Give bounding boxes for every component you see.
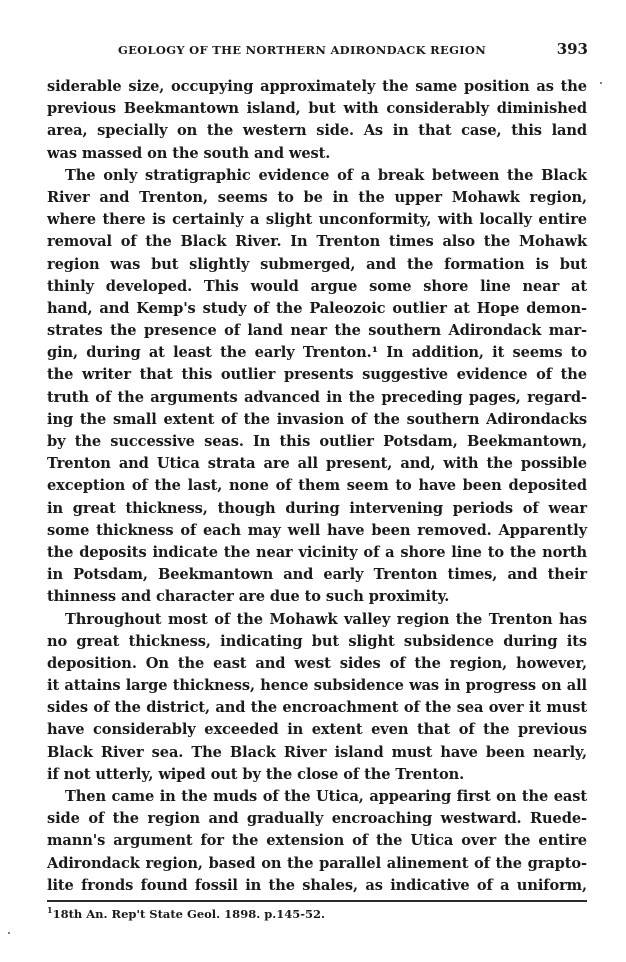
text-line: exception of the last, none of them seem to have been deposited (47, 477, 587, 495)
text-line: strates the presence of land near the southern Adirondack mar- (47, 322, 587, 340)
text-line: removal of the Black River. In Trenton times also the Mohawk (47, 233, 587, 251)
text-line: hand, and Kemp's study of the Paleozoic outlier at Hope demon- (47, 299, 587, 317)
text-line: was massed on the south and west. (47, 144, 331, 162)
text-line: Then came in the muds of the Utica, appearing first on the east (65, 788, 587, 805)
page-number: 393 (556, 40, 588, 58)
text-line: River and Trenton, seems to be in the upper Mohawk region, (47, 188, 587, 206)
text-line: the deposits indicate the near vicinity of a shore line to the north (47, 543, 587, 561)
text-line: gin, during at least the early Trenton.¹ In addition, it seems to (47, 344, 587, 362)
text-line: where there is certainly a slight unconformity, with locally entire (47, 211, 587, 229)
text-line: deposition. On the east and west sides of the region, however, (47, 654, 587, 672)
scan-speck (600, 82, 602, 84)
text-line: Trenton and Utica strata are all present, and, with the possible (47, 455, 587, 473)
text-line: thinly developed. This would argue some shore line near at (47, 277, 587, 295)
text-line: area, specially on the western side. As in that case, this land (47, 122, 587, 140)
footnote-rule (47, 900, 587, 902)
text-line: thinness and character are due to such proximity. (47, 588, 450, 606)
text-line: region was but slightly submerged, and the formation is but (47, 255, 587, 273)
running-head: GEOLOGY OF THE NORTHERN ADIRONDACK REGION (118, 43, 487, 57)
page-header (118, 40, 596, 62)
body-text (47, 76, 587, 897)
text-line: Black River sea. The Black River island must have been nearly, (47, 743, 587, 761)
text-line: ing the small extent of the invasion of the southern Adirondacks (47, 410, 587, 428)
text-line: lite fronds found fossil in the shales, as indicative of a uniform, (47, 876, 587, 894)
text-line: siderable size, occupying approximately the same position as the (47, 78, 587, 95)
text-line: previous Beekmantown island, but with considerably diminished (47, 100, 587, 118)
text-line: Adirondack region, based on the parallel alinement of the grapto- (47, 854, 587, 872)
text-line: sides of the district, and the encroachment of the sea over it must (47, 699, 587, 717)
text-line: in Potsdam, Beekmantown and early Trenton times, and their (47, 566, 587, 584)
scan-speck (8, 932, 10, 934)
text-line: by the successive seas. In this outlier Potsdam, Beekmantown, (47, 433, 587, 450)
text-line: truth of the arguments advanced in the preceding pages, regard- (47, 388, 587, 406)
text-line: no great thickness, indicating but slight subsidence during its (47, 632, 587, 650)
footnote-text: 18th An. Rep't State Geol. 1898. p.145-52. (52, 906, 326, 921)
text-line: some thickness of each may well have been removed. Apparently (47, 521, 587, 539)
text-line: in great thickness, though during intervening periods of wear (47, 499, 587, 517)
text-line: it attains large thickness, hence subsidence was in progress on all (47, 677, 587, 695)
text-line: The only stratigraphic evidence of a break between the Black (65, 166, 587, 184)
text-line: side of the region and gradually encroaching westward. Ruede- (47, 810, 587, 828)
text-line: have considerably exceeded in extent even that of the previous (47, 721, 587, 739)
text-line: Throughout most of the Mohawk valley region the Trenton has (65, 610, 587, 628)
text-line: if not utterly, wiped out by the close of the Trenton. (47, 765, 465, 783)
text-line: the writer that this outlier presents suggestive evidence of the (47, 366, 587, 384)
text-line: mann's argument for the extension of the Utica over the entire (47, 832, 587, 850)
footnote (47, 905, 325, 921)
footnote-marker: 1 (47, 905, 53, 915)
